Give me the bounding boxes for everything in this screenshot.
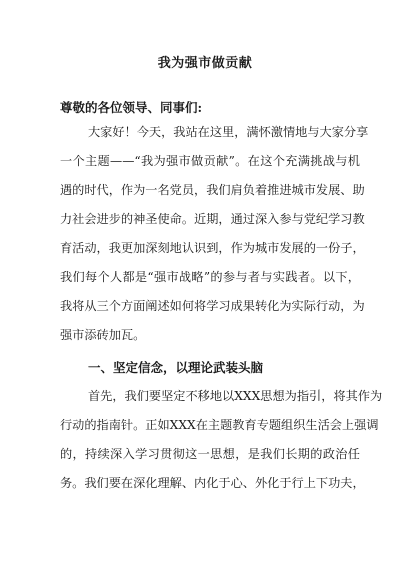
paragraph-line: 务。我们要在深化理解、内化于心、外化于行上下功夫，: [60, 476, 365, 490]
paragraph-line: 首先，我们要坚定不移地以XXX思想为指引，将其作为: [88, 389, 383, 403]
salutation: 尊敬的各位领导、同事们:: [60, 100, 203, 115]
paragraph-line: 的，持续深入学习贯彻这一思想，是我们长期的政治任: [60, 447, 360, 461]
paragraph-line: 强市添砖加瓦。: [60, 328, 146, 342]
document-title: 我为强市做贡献: [157, 56, 253, 71]
paragraph-line: 行动的指南针。正如XXX在主题教育专题组织生活会上强调: [60, 418, 379, 432]
section-heading: 一、坚定信念，以理论武装头脑: [88, 360, 264, 375]
paragraph-line: 力社会进步的神圣使命。近期，通过深入参与党纪学习教: [60, 212, 365, 226]
paragraph-line: 我将从三个方面阐述如何将学习成果转化为实际行动，为: [60, 299, 365, 313]
paragraph-line: 我们每个人都是“强市战略”的参与者与实践者。以下，: [60, 270, 360, 284]
paragraph-line: 大家好！今天，我站在这里，满怀激情地与大家分享: [88, 125, 369, 139]
paragraph-line: 一个主题——“我为强市做贡献”。在这个充满挑战与机: [60, 154, 360, 168]
paragraph-line: 遇的时代，作为一名党员，我们肩负着推进城市发展、助: [60, 183, 365, 197]
paragraph-line: 育活动，我更加深刻地认识到，作为城市发展的一份子，: [60, 241, 365, 255]
